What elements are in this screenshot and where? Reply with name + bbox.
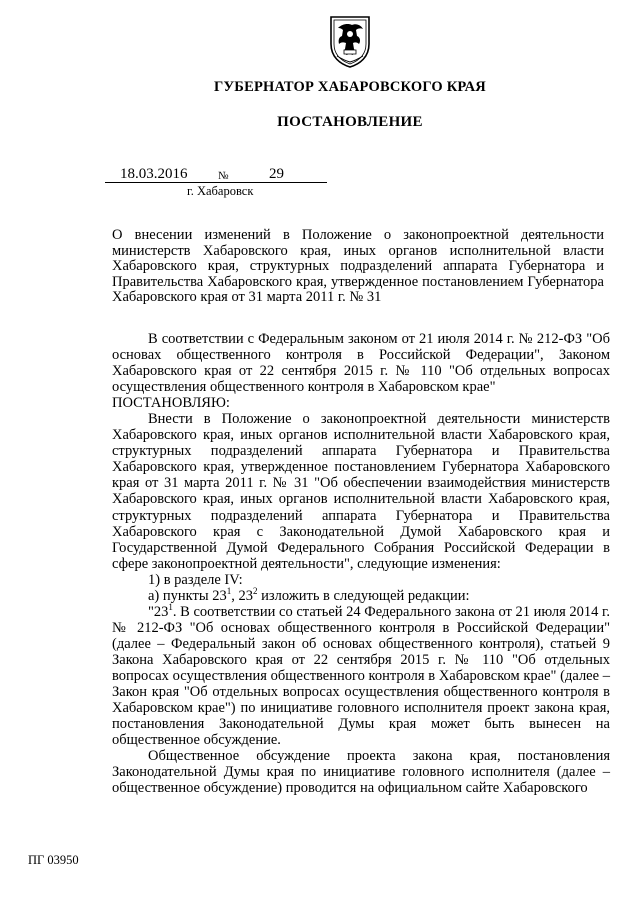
point-superscript: 1 xyxy=(168,601,173,612)
footer-code: ПГ 03950 xyxy=(28,853,79,867)
body-paragraph-section: 1) в разделе IV: xyxy=(148,571,243,588)
governor-heading: ГУБЕРНАТОР ХАБАРОВСКОГО КРАЯ xyxy=(214,79,486,95)
body-paragraph-point-23-1 xyxy=(112,601,610,749)
decree-number: 29 xyxy=(269,166,284,182)
city-label: г. Хабаровск xyxy=(187,184,254,198)
decree-body xyxy=(112,331,610,796)
body-paragraph-preamble: В соответствии с Федеральным законом от 21 июля 2014 г. № 212-ФЗ "Об основах общественного контроля в Российской Федерации", Законом Хабаровского края от 22 сентября 2015 г. № 110 "Об отдельных вопросах осуществления общественного контроля в Хабаровском крае" xyxy=(112,331,610,396)
points-text-post: изложить в следующей редакции: xyxy=(257,587,470,604)
point-text-post: . В соответствии со статьей 24 Федерального закона от 21 июля 2014 г. № 212-ФЗ "Об основах общественного контроля в Российской Федерации" (далее – Федеральный закон об основах общественного контроля), статьей 9 Закона Хабаровского края от 22 сентября 2015 г. № 110 "Об отдельных вопросах осуществления общественного контроля в Хабаровском крае" (далее – Закон края "Об отдельных вопросах осуществления общественного контроля в Хабаровском крае") по инициативе головного исполнителя проект закона края, постановления Законодательной Думы края может быть вынесен на общественное обсуждение. xyxy=(112,603,610,749)
coat-of-arms-emblem xyxy=(328,14,372,68)
body-paragraph-points xyxy=(112,585,610,604)
number-sign: № xyxy=(218,170,229,182)
date-number-underline xyxy=(105,182,327,183)
document-type-heading: ПОСТАНОВЛЕНИЕ xyxy=(277,114,423,130)
points-superscript-2: 2 xyxy=(252,585,258,596)
decree-date: 18.03.2016 xyxy=(120,166,188,182)
body-paragraph-discussion: Общественное обсуждение проекта закона края, постановления Законодательной Думы края по инициативе головного исполнителя (далее – общественное обсуждение) проводится на официальном сайте Хабаровского xyxy=(112,748,610,797)
point-text-pre: "23 xyxy=(148,603,169,620)
body-decree-word: ПОСТАНОВЛЯЮ: xyxy=(112,395,230,412)
body-paragraph-amend: Внести в Положение о законопроектной деятельности министерств Хабаровского края, иных органов исполнительной власти Хабаровского края, структурных подразделений аппарата Губернатора и Правительства Хабаровского края, утвержденное постановлением Губернатора Хабаровского края от 31 марта 2011 г. № 31 "Об обеспечении взаимодействия министерств Хабаровского края, иных органов исполнительной власти Хабаровского края, структурных подразделений аппарата Губернатора и Правительства Хабаровского края с Законодательной Думой Хабаровского края и Государственной Думой Федерального Собрания Российской Федерации в сфере законопроектной деятельности", следующие изменения: xyxy=(112,411,610,572)
points-text-pre: а) пункты 23 xyxy=(148,587,227,604)
points-text-mid: , 23 xyxy=(231,587,253,604)
decree-subject: О внесении изменений в Положение о законопроектной деятельности министерств Хабаровского края, иных органов исполнительной власти Хабаровского края, структурных подразделений аппарата Губернатора и Правительства Хабаровского края, утвержденное постановлением Губернатора Хабаровского края от 31 марта 2011 г. № 31 xyxy=(112,227,604,306)
points-superscript-1: 1 xyxy=(226,585,232,596)
